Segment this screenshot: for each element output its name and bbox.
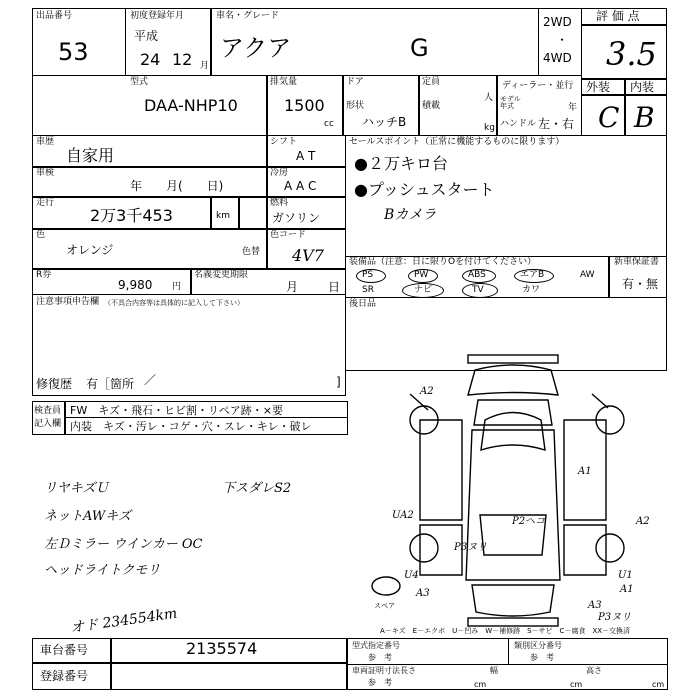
repair-mark: ／ — [144, 373, 157, 387]
score: 3.5 — [606, 35, 657, 73]
reg-year: 24 — [140, 50, 161, 69]
color-change-label: 色替 — [242, 247, 261, 257]
car-name: アクア — [220, 34, 292, 62]
equip-leather: カワ — [522, 285, 541, 295]
color-code: 4V7 — [292, 246, 324, 265]
color: オレンジ — [66, 243, 114, 257]
tax-label: 名義変更期限 — [194, 270, 249, 280]
sales-item-1: ●２万キロ台 — [354, 154, 448, 173]
door-label: ドア — [346, 77, 364, 87]
lot-number: 53 — [58, 38, 89, 66]
interior-grade: B — [634, 101, 655, 134]
person-unit: 人 — [484, 93, 494, 103]
reg-label: 登録番号 — [40, 669, 89, 683]
exterior-grade: C — [598, 101, 620, 134]
recycle: 9,980 — [118, 278, 153, 292]
size-label: 車両証明寸法 — [352, 666, 400, 675]
car-grade: G — [410, 34, 429, 62]
model-label: 型式 — [130, 77, 149, 87]
diagram-legend: A－キズ E－エクボ U－凹み W－補修跡 S－サビ C－腐食 XX－交換済 — [380, 627, 631, 635]
mark-p2-center: P2ヘコ — [512, 516, 546, 527]
inspector-row-1: FW キズ・飛石・ヒビ割・リペア跡・×要 — [70, 404, 283, 417]
handle-label: ハンドル — [500, 119, 537, 129]
yen-unit: 円 — [172, 282, 182, 292]
wd4: 4WD — [543, 51, 572, 65]
notes-subtitle: （不具合内容等は具体的に記入して下さい） — [104, 299, 244, 307]
height-unit: cm — [652, 680, 665, 689]
class-ref: 参 考 — [530, 653, 554, 662]
score-label: 評 価 点 — [596, 9, 640, 23]
year-unit: 年 — [568, 103, 578, 113]
mark-ua2-left: UA2 — [392, 510, 414, 521]
equip-ps: PS — [362, 270, 374, 280]
inspection-label: 車検 — [36, 168, 55, 178]
wd2: 2WD — [543, 15, 572, 29]
shape-label: 形状 — [346, 101, 365, 111]
width-label: 幅 — [490, 666, 498, 675]
km-unit: km — [216, 211, 230, 221]
note-1: リヤキズＵ — [44, 481, 109, 496]
repair: 有［箇所 — [86, 377, 135, 391]
mark-a2-right: A2 — [636, 516, 650, 527]
tax-day: 日 — [328, 280, 341, 294]
inspector-label-1: 検査員 — [34, 406, 62, 416]
first-reg-label: 初度登録年月 — [130, 11, 185, 21]
load-label: 積載 — [422, 101, 441, 111]
kg-unit: kg — [484, 123, 495, 133]
model-year-label: モデル 年式 — [500, 95, 521, 110]
type-approval-label: 型式指定番号 — [352, 641, 400, 650]
repair-bracket-close: ] — [336, 375, 341, 389]
remarks-label: 後日品 — [349, 299, 377, 309]
inspector-label-2: 記入欄 — [34, 419, 62, 429]
note-4: ヘッドライトクモリ — [44, 563, 161, 578]
wd-dot: ・ — [556, 33, 569, 47]
ac-label: 冷房 — [270, 168, 289, 178]
lot-label: 出品番号 — [36, 11, 73, 21]
inspection: 年 月( 日) — [130, 179, 224, 193]
equip-abs: ABS — [468, 270, 486, 280]
sales-handwritten: Bカメラ — [384, 207, 437, 223]
history: 自家用 — [66, 146, 115, 165]
sales-title: セールスポイント（正常に機能するものに限ります） — [349, 137, 565, 147]
mark-u4: U4 — [404, 570, 419, 581]
equip-aw: AW — [580, 270, 595, 280]
equip-tv: TV — [472, 285, 484, 295]
shift-label: シフト — [270, 137, 298, 147]
sales-item-2: ●プッシュスタート — [354, 180, 495, 199]
width-unit: cm — [570, 680, 583, 689]
shape: ハッチB — [362, 115, 407, 129]
length-label: 長さ — [400, 666, 416, 675]
note-3: 左Ｄミラー ウインカー OC — [44, 537, 203, 552]
history-label: 車歴 — [36, 137, 55, 147]
reg-month: 12 — [172, 50, 193, 69]
mark-u1: U1 — [618, 570, 633, 581]
chassis-number: 2135574 — [186, 639, 258, 658]
equip-sr: SR — [362, 285, 374, 295]
fuel: ガソリン — [272, 211, 321, 225]
ac: A A C — [284, 179, 317, 193]
color-code-label: 色コード — [270, 230, 307, 240]
mark-under: 下スダレS2 — [222, 481, 292, 496]
mark-a3-bottom: A3 — [588, 600, 602, 611]
dealer-label: ディーラー・並行 — [502, 81, 574, 91]
type-approval-ref: 参 考 — [368, 653, 392, 662]
warranty-label: 新車保証書 — [614, 257, 660, 267]
recycle-label: R券 — [36, 270, 52, 280]
era: 平成 — [134, 29, 159, 43]
tax-month: 月 — [286, 280, 299, 294]
length-unit: cm — [474, 680, 487, 689]
exterior-label: 外装 — [586, 80, 611, 94]
notes-title: 注意事項申告欄 — [36, 297, 100, 307]
height-label: 高さ — [586, 666, 602, 675]
equip-pw: PW — [414, 270, 429, 280]
displacement-label: 排気量 — [270, 77, 298, 87]
spare-label: スペア — [374, 602, 395, 610]
displacement: 1500 — [284, 96, 325, 115]
note-odometer: オド 234554km — [69, 605, 179, 637]
fuel-label: 燃料 — [270, 198, 289, 208]
equip-airbag: エアB — [520, 270, 545, 280]
model: DAA-NHP10 — [144, 96, 238, 115]
chassis-label: 車台番号 — [40, 643, 89, 657]
size-ref: 参 考 — [368, 678, 392, 687]
mark-a3-left: A3 — [416, 588, 430, 599]
mileage: 2万3千453 — [90, 206, 173, 225]
mark-p3-left: P3ヌリ — [454, 542, 488, 553]
mark-a2-top: A2 — [420, 386, 434, 397]
color-label: 色 — [36, 230, 46, 240]
repair-label: 修復歴 — [36, 377, 73, 391]
mark-a1-right: A1 — [578, 466, 592, 477]
class-label: 類別区分番号 — [514, 641, 562, 650]
name-label: 車名・グレード — [216, 11, 280, 21]
equip-navi: ナビ — [414, 285, 433, 295]
mark-p3-bottom: P3ヌリ — [598, 612, 632, 623]
car-diagram — [374, 350, 670, 635]
month-unit: 月 — [200, 61, 210, 71]
mileage-label: 走行 — [36, 198, 55, 208]
inspector-row-2: 内装 キズ・汚レ・コゲ・穴・スレ・キレ・破レ — [70, 420, 312, 433]
cc-unit: cc — [324, 119, 334, 129]
capacity-label: 定員 — [422, 77, 441, 87]
notes-box — [32, 294, 346, 396]
note-2: ネットAWキズ — [44, 509, 131, 524]
interior-label: 内装 — [630, 80, 655, 94]
mark-a1-bottom: A1 — [620, 584, 634, 595]
shift: A T — [296, 149, 316, 163]
warranty: 有・無 — [622, 277, 659, 291]
equipment-title: 装備品（注意：日に限りOを付けてください） — [349, 257, 537, 267]
handle: 左・右 — [538, 117, 575, 131]
